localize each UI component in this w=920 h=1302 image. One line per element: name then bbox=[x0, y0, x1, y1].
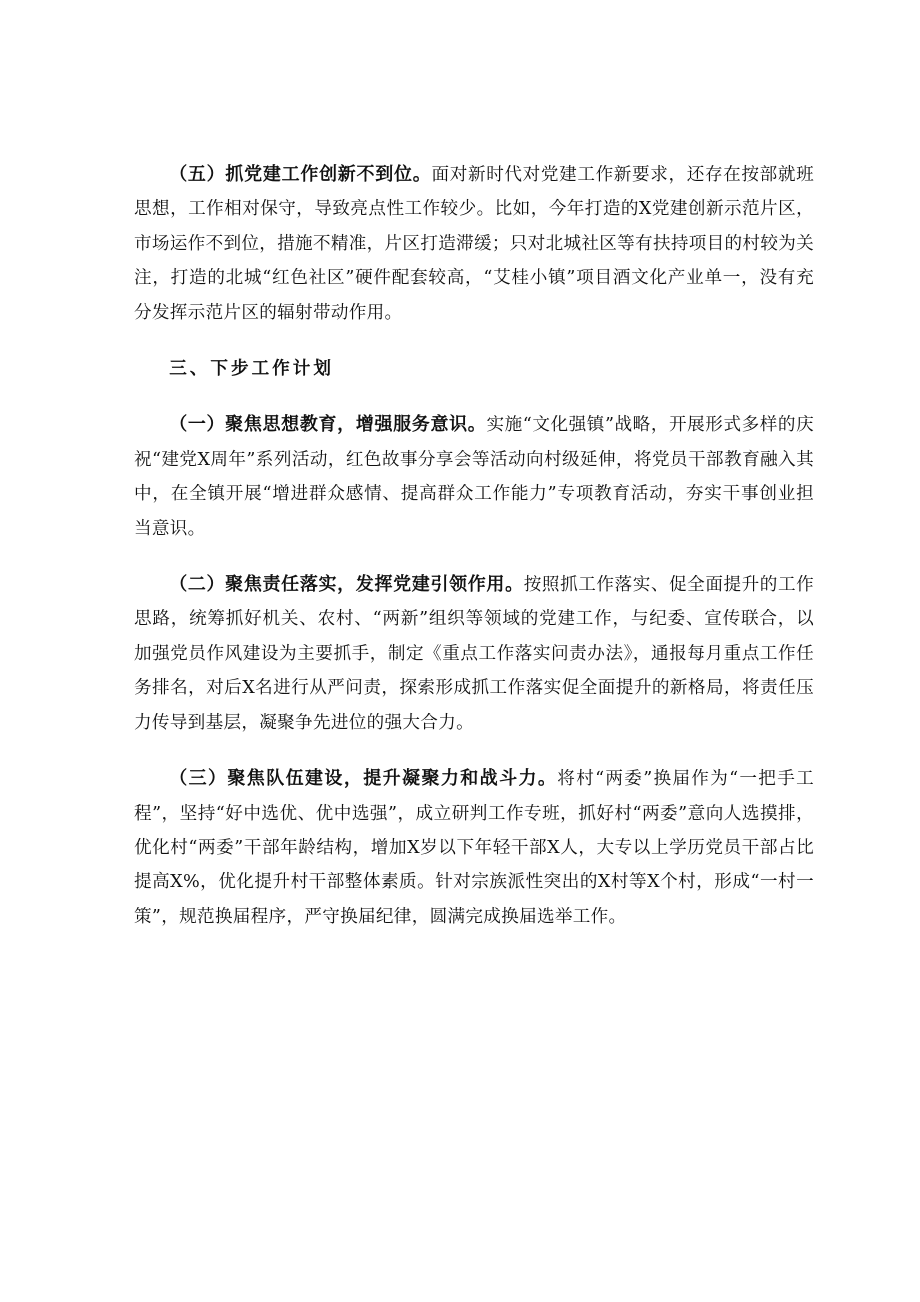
paragraph-lead: （五）抓党建工作创新不到位。 bbox=[169, 164, 432, 185]
document-body bbox=[134, 158, 814, 934]
paragraph-text: 将村“两委”换届作为“一把手工程”，坚持“好中选优、优中选强”，成立研判工作专班，抓好村“两委”意向人选摸排，优化村“两委”干部年龄结构，增加X岁以下年轻干部X人，大专以上学历党员干部占比提高X%，优化提升村干部整体素质。针对宗族派性突出的X村等X个村，形成“一村一策”，规范换届程序，严守换届纪律，圆满完成换届选举工作。 bbox=[134, 769, 814, 927]
paragraph-lead: （三）聚焦队伍建设，提升凝聚力和战斗力。 bbox=[169, 768, 558, 790]
section-heading: 三、下步工作计划 bbox=[169, 359, 334, 380]
paragraph-lead: （一）聚焦思想教育，增强服务意识。 bbox=[169, 414, 487, 436]
paragraph-plan-1 bbox=[134, 408, 814, 546]
paragraph-text: 按照抓工作落实、促全面提升的工作思路，统筹抓好机关、农村、“两新”组织等领域的党建工作，与纪委、宣传联合，以加强党员作风建设为主要抓手，制定《重点工作落实问责办法》，通报每月重点工作任务排名，对后X名进行从严问责，探索形成抓工作落实促全面提升的新格局，将责任压力传导到基层，凝聚争先进位的强大合力。 bbox=[134, 575, 814, 733]
paragraph-text: 实施“文化强镇”战略，开展形式多样的庆祝“建党X周年”系列活动，红色故事分享会等活动向村级延伸，将党员干部教育融入其中，在全镇开展“增进群众感情、提高群众工作能力”专项教育活动，夯实干事创业担当意识。 bbox=[134, 415, 814, 539]
paragraph-lead: （二）聚焦责任落实，发挥党建引领作用。 bbox=[169, 574, 524, 596]
paragraph-plan-2 bbox=[134, 568, 814, 740]
paragraph-text: 面对新时代对党建工作新要求，还存在按部就班思想，工作相对保守，导致亮点性工作较少。比如，今年打造的X党建创新示范片区，市场运作不到位，措施不精准，片区打造滞缓；只对北城社区等有扶持项目的村较为关注，打造的北城“红色社区”硬件配套较高，“艾桂小镇”项目酒文化产业单一，没有充分发挥示范片区的辐射带动作用。 bbox=[134, 165, 814, 323]
paragraph-plan-3 bbox=[134, 762, 814, 934]
paragraph-innovation-issue bbox=[134, 158, 814, 330]
